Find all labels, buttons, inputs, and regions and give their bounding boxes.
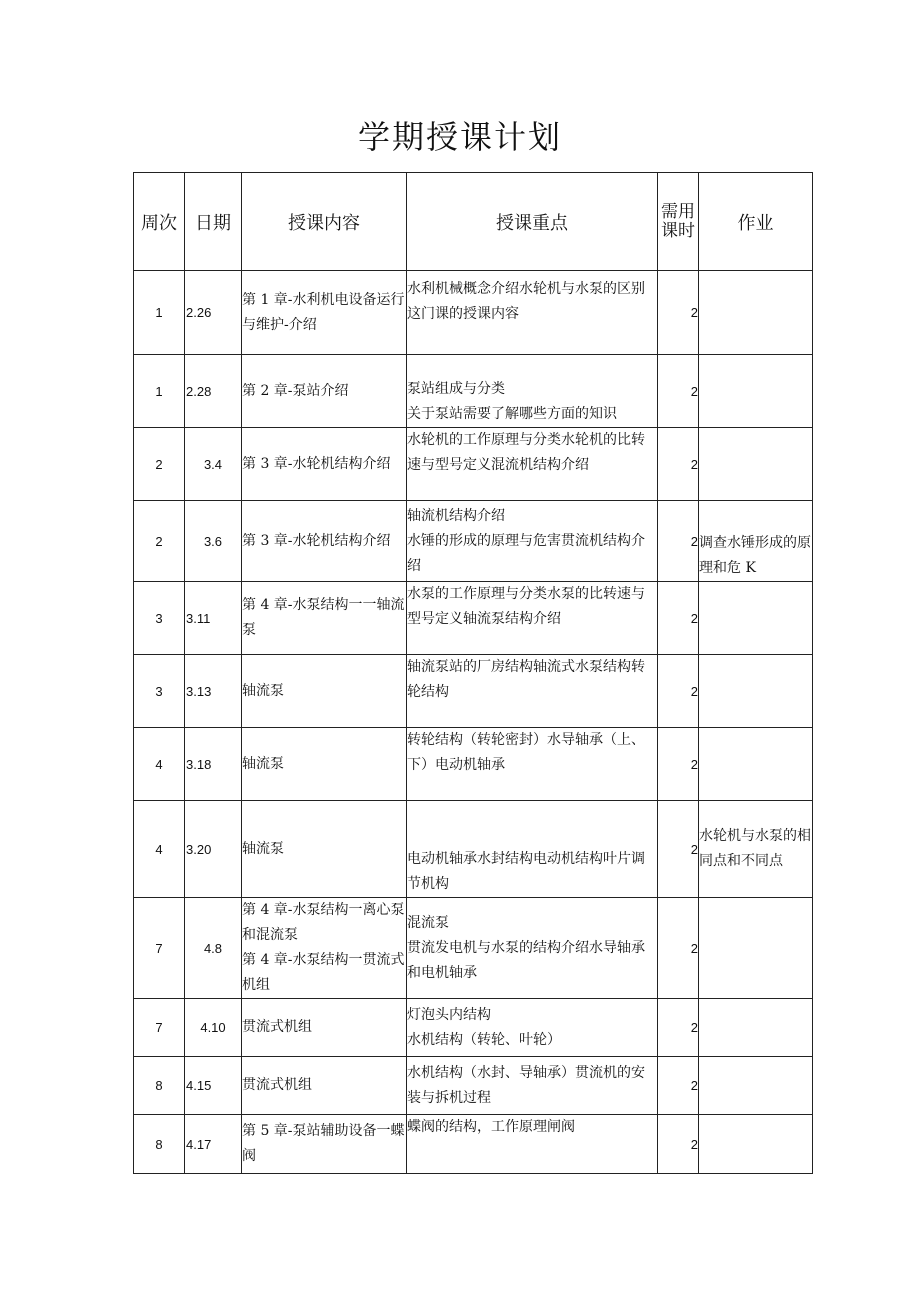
homework-cell [699, 428, 813, 501]
homework-cell [699, 271, 813, 355]
table-row [134, 271, 813, 355]
homework-cell [699, 898, 813, 999]
content-cell [242, 898, 407, 999]
content-cell: 第 3 章-水轮机结构介绍 [242, 501, 407, 582]
focus-cell: 水轮机的工作原理与分类水轮机的比转速与型号定义混流机结构介绍 [407, 428, 658, 501]
focus-cell: 轴流泵站的厂房结构轴流式水泵结构转轮结构 [407, 655, 658, 728]
week-cell: 4 [134, 728, 185, 801]
homework-cell [699, 355, 813, 428]
content-cell: 第 3 章-水轮机结构介绍 [242, 428, 407, 501]
content-line: 第 4 章-水泵结构一离心泵和混流泵 [242, 902, 405, 943]
header-content: 授课内容 [242, 173, 407, 271]
content-cell: 贯流式机组 [242, 999, 407, 1057]
focus-line: 水锤的形成的原理与危害贯流机结构介绍 [407, 532, 645, 574]
week-cell: 7 [134, 999, 185, 1057]
focus-line: 泵站组成与分类 [407, 381, 505, 397]
hours-cell: 2 [658, 898, 699, 999]
week-cell: 7 [134, 898, 185, 999]
content-cell: 轴流泵 [242, 655, 407, 728]
date-cell: 4.15 [185, 1057, 242, 1115]
hours-cell: 2 [658, 728, 699, 801]
table-row [134, 801, 813, 898]
header-focus: 授课重点 [407, 173, 658, 271]
content-cell: 贯流式机组 [242, 1057, 407, 1115]
content-cell: 第 5 章-泵站辅助设备一蝶阀 [242, 1115, 407, 1174]
content-cell: 第 2 章-泵站介绍 [242, 355, 407, 428]
header-homework: 作业 [699, 173, 813, 271]
date-cell: 2.28 [185, 355, 242, 428]
date-cell: 4.8 [185, 898, 242, 999]
header-week: 周次 [134, 173, 185, 271]
week-cell: 8 [134, 1057, 185, 1115]
table-row [134, 655, 813, 728]
homework-cell [699, 728, 813, 801]
week-cell: 4 [134, 801, 185, 898]
focus-line: 水机结构（转轮、叶轮） [407, 1031, 561, 1048]
table-row [134, 999, 813, 1057]
table-row [134, 582, 813, 655]
focus-cell: 水泵的工作原理与分类水泵的比转速与型号定义轴流泵结构介绍 [407, 582, 658, 655]
homework-cell [699, 999, 813, 1057]
date-cell: 3.4 [185, 428, 242, 501]
week-cell: 8 [134, 1115, 185, 1174]
week-cell: 2 [134, 428, 185, 501]
focus-cell [407, 898, 658, 999]
date-cell: 4.17 [185, 1115, 242, 1174]
date-cell: 3.6 [185, 501, 242, 582]
week-cell: 1 [134, 355, 185, 428]
content-cell: 第 1 章-水利机电设备运行与维护-介绍 [242, 271, 407, 355]
table-row [134, 728, 813, 801]
hours-cell: 2 [658, 501, 699, 582]
week-cell: 3 [134, 582, 185, 655]
page-title: 学期授课计划 [357, 118, 562, 156]
focus-cell [407, 999, 658, 1057]
homework-cell [699, 1115, 813, 1174]
date-cell: 3.11 [185, 582, 242, 655]
date-cell: 3.18 [185, 728, 242, 801]
homework-cell: 调查水锤形成的原理和危 K [699, 501, 813, 582]
content-line: 第 4 章-水泵结构一贯流式机组 [242, 952, 405, 993]
table-row [134, 1115, 813, 1174]
table-header-row [134, 173, 813, 271]
hours-cell: 2 [658, 355, 699, 428]
content-cell: 轴流泵 [242, 801, 407, 898]
focus-line: 贯流发电机与水泵的结构介绍水导轴承和电机轴承 [407, 939, 645, 981]
focus-cell: 水机结构（水封、导轴承）贯流机的安装与拆机过程 [407, 1057, 658, 1115]
hours-cell: 2 [658, 582, 699, 655]
header-date: 日期 [185, 173, 242, 271]
date-cell: 3.13 [185, 655, 242, 728]
hours-cell: 2 [658, 1057, 699, 1115]
focus-line: 灯泡头内结构 [407, 1006, 491, 1023]
week-cell: 1 [134, 271, 185, 355]
week-cell: 2 [134, 501, 185, 582]
focus-cell: 电动机轴承水封结构电动机结构叶片调节机构 [407, 801, 658, 898]
focus-cell [407, 355, 658, 428]
focus-cell: 蝶阀的结构，工作原理闸阀 [407, 1115, 658, 1174]
content-cell: 轴流泵 [242, 728, 407, 801]
hours-cell: 2 [658, 655, 699, 728]
date-cell: 4.10 [185, 999, 242, 1057]
table-row [134, 428, 813, 501]
homework-cell: 水轮机与水泵的相同点和不同点 [699, 801, 813, 898]
course-plan-table [133, 172, 813, 1174]
focus-line: 轴流机结构介绍 [407, 507, 505, 524]
hours-cell: 2 [658, 801, 699, 898]
focus-cell [407, 501, 658, 582]
hours-cell: 2 [658, 428, 699, 501]
date-cell: 2.26 [185, 271, 242, 355]
hours-cell: 2 [658, 271, 699, 355]
focus-cell: 水利机械概念介绍水轮机与水泵的区别这门课的授课内容 [407, 271, 658, 355]
table-row [134, 501, 813, 582]
content-cell: 第 4 章-水泵结构一一轴流泵 [242, 582, 407, 655]
homework-cell [699, 655, 813, 728]
date-cell: 3.20 [185, 801, 242, 898]
header-hours: 需用课时 [658, 173, 699, 271]
table-row [134, 898, 813, 999]
week-cell: 3 [134, 655, 185, 728]
focus-cell: 转轮结构（转轮密封）水导轴承（上、下）电动机轴承 [407, 728, 658, 801]
focus-line: 混流泵 [407, 914, 449, 931]
homework-cell [699, 1057, 813, 1115]
table-row [134, 355, 813, 428]
homework-cell [699, 582, 813, 655]
hours-cell: 2 [658, 1115, 699, 1174]
hours-cell: 2 [658, 999, 699, 1057]
table-row [134, 1057, 813, 1115]
focus-line: 关于泵站需要了解哪些方面的知识 [407, 406, 617, 422]
